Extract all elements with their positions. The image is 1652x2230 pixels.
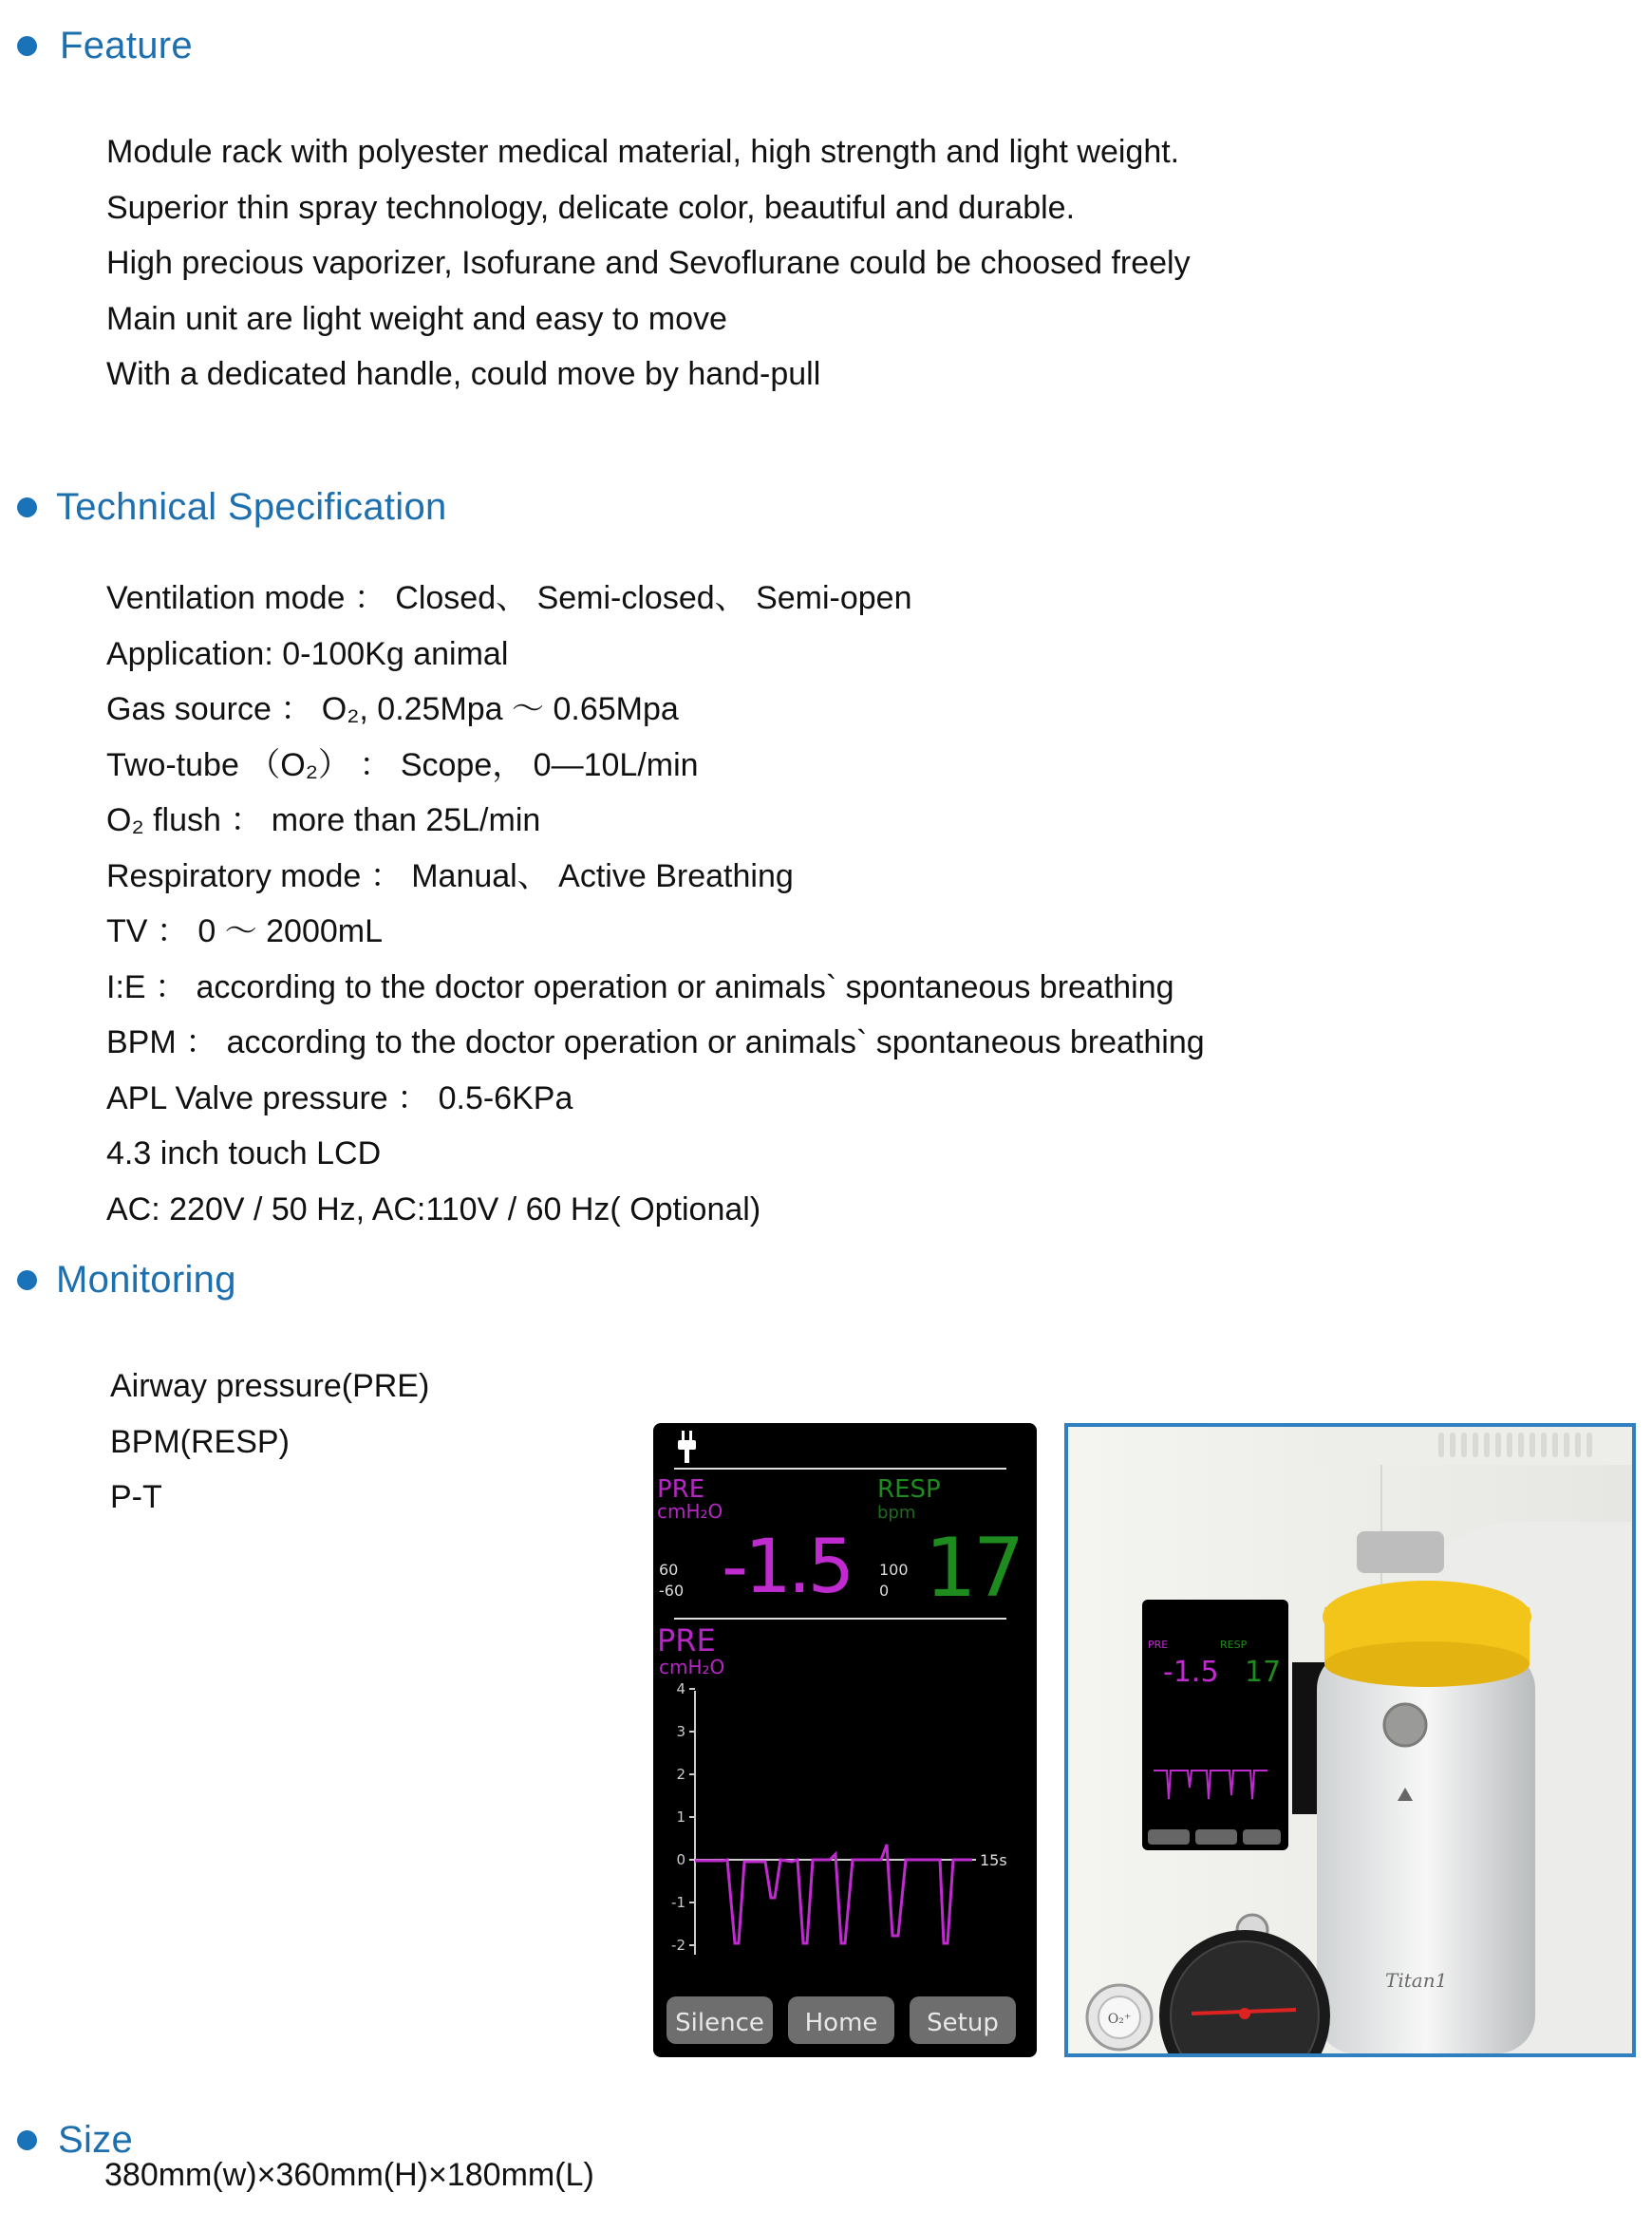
feature-list [106, 124, 1191, 403]
pre-unit: cmH₂O [657, 1500, 723, 1523]
section-size-head [17, 2119, 133, 2162]
list-item: Respiratory mode ： Manual、 Active Breathing [106, 857, 794, 894]
monitoring-list [110, 1359, 429, 1526]
list-item: BPM ： according to the doctor operation or animals` spontaneous breathing [106, 1024, 1205, 1060]
y-tick-label: 3 [676, 1723, 685, 1740]
time-label: 15s [980, 1851, 1007, 1869]
svg-text:PRE: PRE [1148, 1639, 1169, 1651]
list-item: Two-tube （O₂） ： Scope， 0—10L/min [106, 746, 699, 783]
list-item: BPM(RESP) [110, 1423, 290, 1460]
y-tick-label: 1 [676, 1808, 685, 1826]
bullet-icon [17, 1270, 37, 1290]
y-tick-label: -1 [671, 1894, 685, 1911]
silence-button[interactable]: Silence [675, 2009, 764, 2037]
size-dimensions: 380mm(w)×360mm(H)×180mm(L) [104, 2157, 594, 2193]
list-item: APL Valve pressure ： 0.5-6KPa [106, 1079, 573, 1116]
o2-label: O₂⁺ [1107, 2012, 1132, 2027]
list-item: Ventilation mode ： Closed、 Semi-closed、 Semi-open [106, 580, 912, 616]
list-item: I:E ： according to the doctor operation or animals` spontaneous breathing [106, 968, 1174, 1005]
svg-text:RESP: RESP [1220, 1639, 1248, 1651]
list-item: With a dedicated handle, could move by hand-pull [106, 356, 821, 392]
o2-flush-button[interactable] [1087, 1985, 1152, 2050]
graph-y-axis [671, 1680, 695, 1955]
y-tick-label: 4 [676, 1680, 685, 1697]
list-item: Superior thin spray technology, delicate color, beautiful and durable. [106, 189, 1076, 226]
vaporizer [1292, 1522, 1632, 2053]
list-item: TV ： 0 ～ 2000mL [106, 913, 384, 949]
section-title-spec: Technical Specification [56, 486, 447, 528]
list-item: Application: 0-100Kg animal [106, 635, 509, 672]
plug-icon [678, 1431, 696, 1463]
lcd-screen-figure [653, 1423, 1037, 2057]
svg-text:-1.5: -1.5 [1163, 1656, 1219, 1689]
list-item: Main unit are light weight and easy to move [106, 300, 727, 337]
bullet-icon [17, 497, 37, 517]
resp-label: RESP [877, 1475, 941, 1504]
y-tick-label: -2 [671, 1937, 685, 1954]
bullet-icon [17, 36, 37, 56]
setup-button[interactable]: Setup [927, 2009, 999, 2037]
pre-high: 60 [659, 1561, 679, 1579]
button-bar [666, 1996, 1016, 2044]
section-spec-head [17, 486, 447, 529]
resp-unit: bpm [877, 1503, 916, 1523]
pre-label: PRE [657, 1475, 705, 1504]
list-item: Airway pressure(PRE) [110, 1368, 430, 1404]
list-item: Gas source ： O₂, 0.25Mpa ～ 0.65Mpa [106, 691, 679, 727]
section-title-size: Size [58, 2119, 134, 2161]
home-button[interactable]: Home [804, 2009, 878, 2037]
pre-low: -60 [659, 1582, 685, 1600]
graph-unit: cmH₂O [659, 1656, 725, 1678]
section-monitoring-head [17, 1259, 236, 1302]
device-mini-screen [1142, 1600, 1288, 1850]
resp-high: 100 [879, 1561, 909, 1579]
list-item: 4.3 inch touch LCD [106, 1135, 382, 1171]
y-tick-label: 0 [676, 1851, 685, 1868]
spec-list [106, 571, 1205, 1237]
resp-value: 17 [925, 1521, 1022, 1616]
bullet-icon [17, 2130, 37, 2150]
y-tick-label: 2 [676, 1766, 685, 1783]
section-feature-head [17, 25, 193, 67]
section-title-monitoring: Monitoring [56, 1259, 236, 1301]
section-title-feature: Feature [60, 25, 193, 66]
brand-label: Titan1 [1385, 1969, 1448, 1992]
svg-text:17: 17 [1245, 1656, 1282, 1689]
graph-label: PRE [657, 1622, 716, 1658]
list-item: Module rack with polyester medical material, high strength and light weight. [106, 134, 1180, 170]
resp-low: 0 [879, 1582, 890, 1600]
list-item: High precious vaporizer, Isofurane and Sevoflurane could be choosed freely [106, 245, 1191, 281]
list-item: P-T [110, 1479, 162, 1515]
list-item: O₂ flush ： more than 25L/min [106, 802, 541, 838]
pre-value: -1.5 [722, 1525, 852, 1610]
device-photo [1064, 1423, 1636, 2057]
list-item: AC: 220V / 50 Hz, AC:110V / 60 Hz( Optional) [106, 1190, 761, 1227]
